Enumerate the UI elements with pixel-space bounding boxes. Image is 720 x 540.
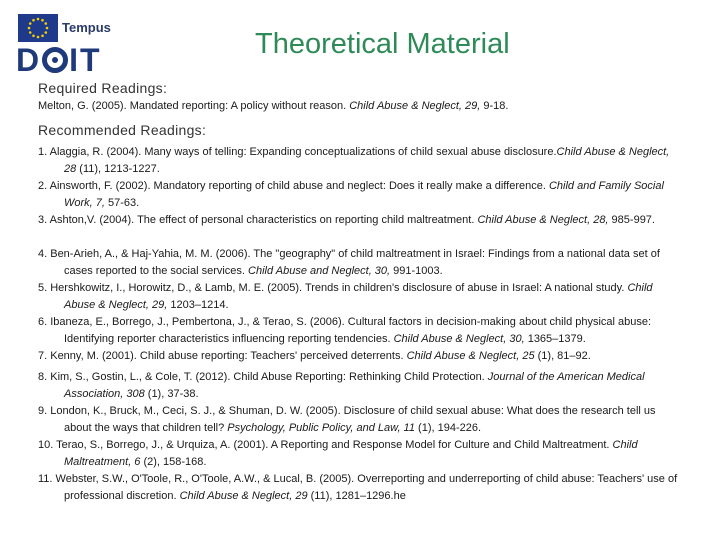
ref-item-8 [38, 369, 683, 403]
ref-tail: (11), 1213-1227. [76, 163, 160, 175]
ref-tail: 985-997. [608, 214, 655, 226]
ref-item-2 [38, 178, 683, 212]
ref-tail: 57-63. [104, 197, 140, 209]
ref-item-10 [38, 437, 683, 471]
ref-text: 8. Kim, S., Gostin, L., & Cole, T. (2012). Child Abuse Reporting: Rethinking Child Protection. [38, 371, 488, 383]
doit-logo [14, 12, 114, 76]
ref-text: 5. Hershkowitz, I., Horowitz, D., & Lamb, M. E. (2005). Trends in children's disclosure of abuse in Israel: A national study. [38, 282, 628, 294]
ref-text: 2. Ainsworth, F. (2002). Mandatory reporting of child abuse and neglect: Does it really make a difference. [38, 180, 549, 192]
ref-source: Child Abuse & Neglect, 28 [64, 146, 670, 175]
ref-text: 4. Ben-Arieh, A., & Haj-Yahia, M. M. (2006). The "geography" of child maltreatment in Israel: Findings from a national data set of cases reported to the social services. [38, 248, 660, 277]
ref-text: Melton, G. (2005). Mandated reporting: A policy without reason. [38, 100, 350, 112]
ref-source: Child Maltreatment, 6 [64, 439, 638, 468]
ref-source: Child Abuse & Neglect, 25 [406, 350, 535, 362]
recommended-heading: Recommended Readings: [38, 122, 207, 138]
ref-tail: 1365–1379. [524, 333, 586, 345]
ref-tail: (11), 1281–1296.he [307, 490, 406, 502]
ref-source: Child Abuse & Neglect, 29, [64, 282, 653, 311]
ref-tail: 9-18. [480, 100, 509, 112]
ref-source: Child Abuse & Neglect, 29, [349, 100, 481, 112]
ref-tail: (1), 37-38. [144, 388, 199, 400]
ref-tail: (1), 194-226. [414, 422, 482, 434]
ref-item-9 [38, 403, 683, 437]
ref-item-5 [38, 280, 683, 314]
ref-source: Child Abuse and Neglect, 30, [248, 265, 391, 277]
ref-tail: (2), 158-168. [140, 456, 207, 468]
ref-text: 11. Webster, S.W., O'Toole, R., O'Toole, A.W., & Lucal, B. (2005). Overreporting and underreporting of child abuse: Teachers' use of professional discretion. [38, 473, 678, 502]
ref-item-3 [38, 212, 683, 229]
ref-text: 7. Kenny, M. (2001). Child abuse reporting: Teachers' perceived deterrents. [38, 350, 407, 362]
ref-item-4 [38, 246, 683, 280]
eu-flag-icon [18, 14, 58, 42]
ref-text: 9. London, K., Bruck, M., Ceci, S. J., & Shuman, D. W. (2005). Disclosure of child sexual abuse: What does the research tell us about the ways that children tell? [38, 405, 656, 434]
ref-source: Journal of the American Medical Association, 308 [64, 371, 645, 400]
ref-item-11 [38, 471, 683, 505]
ref-tail: 1203–1214. [167, 299, 229, 311]
ref-tail: 991-1003. [390, 265, 443, 277]
ref-source: Child Abuse & Neglect, 28, [477, 214, 609, 226]
ref-text: 6. Ibaneza, E., Borrego, J., Pembertona, J., & Terao, S. (2006). Cultural factors in decision-making about child physical abuse: Identifying reporter characteristics influencing reporting tendencies. [38, 316, 652, 345]
ref-source: Child and Family Social Work, 7, [64, 180, 664, 209]
ref-text: 10. Terao, S., Borrego, J., & Urquiza, A. (2001). A Reporting and Response Model for Culture and Child Maltreatment. [38, 439, 613, 451]
page-title: Theoretical Material [255, 28, 510, 60]
ref-source: Child Abuse & Neglect, 29 [179, 490, 308, 502]
ref-item-7 [38, 348, 683, 365]
ref-source: Child Abuse & Neglect, 30, [393, 333, 525, 345]
doit-o-mark [42, 47, 68, 73]
ref-tail: (1), 81–92. [534, 350, 591, 362]
ref-item-6 [38, 314, 683, 348]
ref-text: 3. Ashton,V. (2004). The effect of personal characteristics on reporting child maltreatment. [38, 214, 478, 226]
ref-source: Psychology, Public Policy, and Law, 11 [227, 422, 415, 434]
required-item [38, 98, 678, 115]
doit-wordmark: D IT [16, 42, 102, 78]
ref-text: 1. Alaggia, R. (2004). Many ways of telling: Expanding conceptualizations of child sexual abuse disclosure. [38, 146, 557, 158]
ref-item-1 [38, 144, 683, 178]
tempus-label: Tempus [62, 20, 111, 35]
required-heading: Required Readings: [38, 80, 168, 96]
